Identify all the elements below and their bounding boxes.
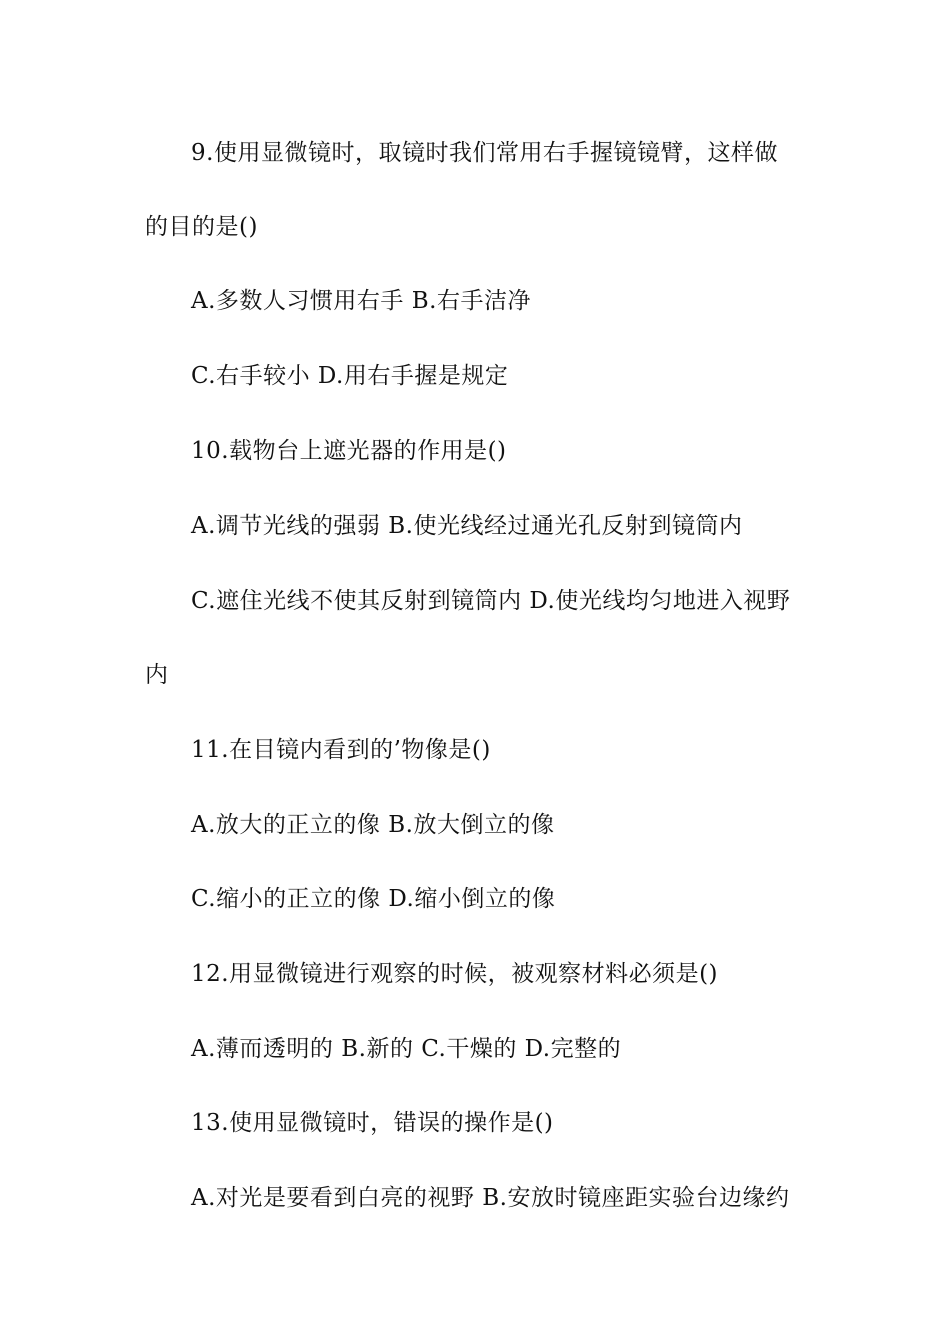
question-11-options-cd: C.缩小的正立的像 D.缩小倒立的像 <box>191 886 556 912</box>
question-9-options-ab: A.多数人习惯用右手 B.右手洁净 <box>191 288 531 314</box>
question-9-stem: 9.使用显微镜时，取镜时我们常用右手握镜镜臂，这样做 <box>191 140 778 166</box>
question-13-stem: 13.使用显微镜时，错误的操作是() <box>191 1110 554 1136</box>
question-9-options-cd: C.右手较小 D.用右手握是规定 <box>191 363 509 389</box>
question-9-stem-continued: 的目的是() <box>145 214 258 240</box>
question-10-options-cd: C.遮住光线不使其反射到镜筒内 D.使光线均匀地进入视野 <box>191 588 791 614</box>
question-13-options-ab: A.对光是要看到白亮的视野 B.安放时镜座距实验台边缘约 <box>191 1185 790 1211</box>
question-11-stem: 11.在目镜内看到的’物像是() <box>191 737 491 763</box>
question-10-options-continued: 内 <box>145 662 169 688</box>
question-11-options-ab: A.放大的正立的像 B.放大倒立的像 <box>191 812 555 838</box>
question-10-options-ab: A.调节光线的强弱 B.使光线经过通光孔反射到镜筒内 <box>191 513 743 539</box>
question-12-options: A.薄而透明的 B.新的 C.干燥的 D.完整的 <box>191 1036 622 1062</box>
question-12-stem: 12.用显微镜进行观察的时候，被观察材料必须是() <box>191 961 719 987</box>
question-10-stem: 10.载物台上遮光器的作用是() <box>191 438 507 464</box>
